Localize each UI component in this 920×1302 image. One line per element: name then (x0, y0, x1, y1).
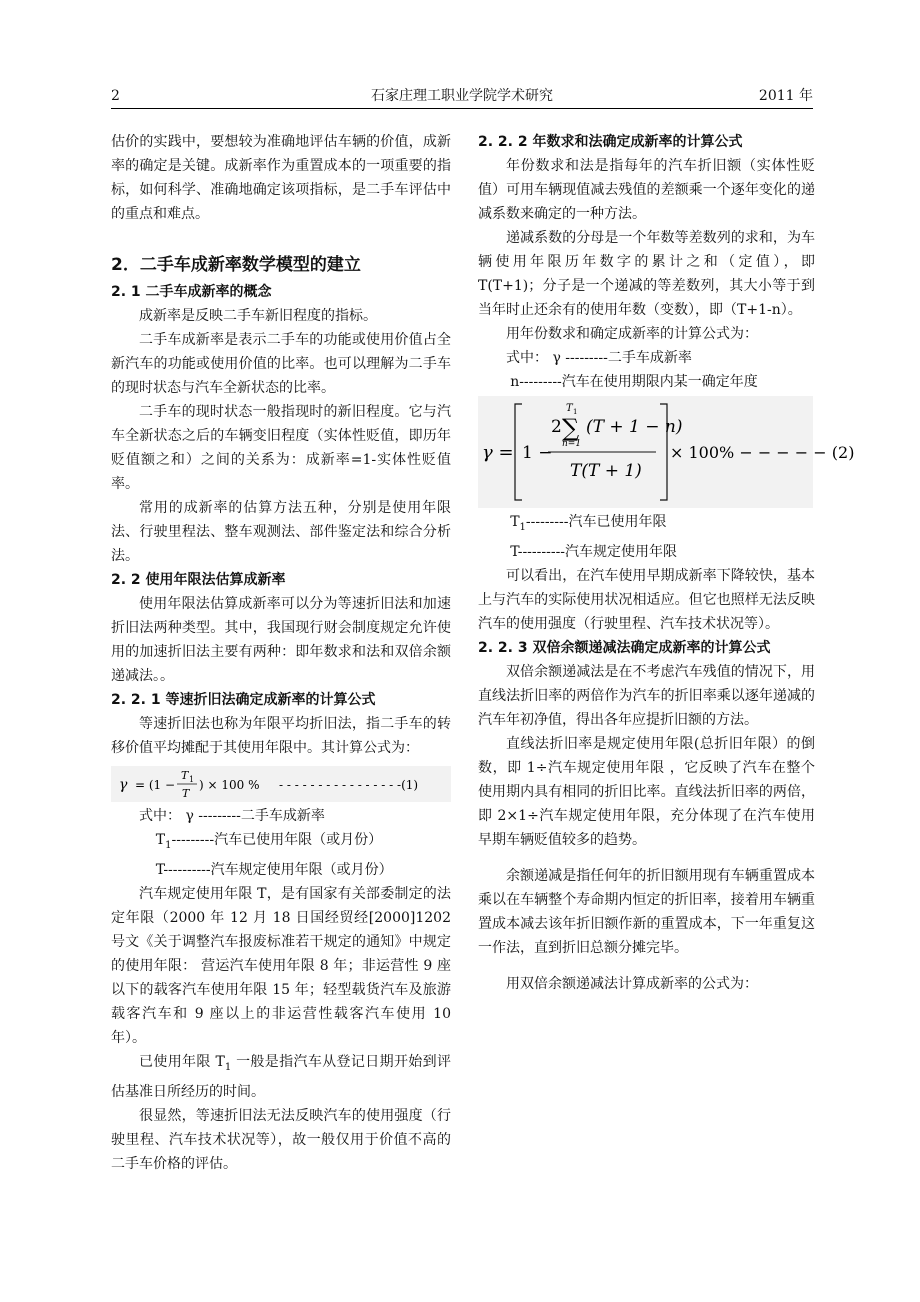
formula-2-sigma-lower: n=1 (562, 439, 582, 449)
formula-1-dashes: - - - - - - - - - - - - - - - -(1) (279, 778, 419, 792)
running-header (111, 86, 813, 109)
definition-t: T----------汽车规定使用年限（或月份） (155, 861, 393, 878)
section-2-2-2-heading: 2. 2. 2 年数求和法确定成新率的计算公式 (478, 134, 743, 150)
section-2-2-3-heading: 2. 2. 3 双倍余额递减法确定成新率的计算公式 (478, 639, 771, 656)
formula-1-graphic (111, 766, 451, 802)
formula-1-denominator: T (182, 787, 190, 800)
definition-t1: $T_1---------$汽车已使用年限（或月份） (155, 832, 383, 851)
paragraph: 用年份数求和确定成新率的计算公式为： (506, 326, 758, 342)
formula-2-one-minus: 1 − (522, 443, 553, 463)
definition-t-2: T----------汽车规定使用年限 (510, 543, 678, 560)
paragraph: 可以看出，在汽车使用早期成新率下降较快，基本上与汽车的实际使用状况相适应。但它也照样无法反映汽车的使用强度（行驶里程、汽车技术状况等）。 (478, 567, 815, 632)
header-year: 2011 年 (758, 88, 813, 104)
formula-2-sigma: ∑ (562, 414, 580, 442)
paragraph: 很显然，等速折旧法无法反映汽车的使用强度（行驶里程、汽车技术状况等），故一般仅用于价值不高的二手车价格的评估。 (111, 1107, 451, 1172)
formula-2-tail: × 100% − − − − − (2) (670, 443, 855, 462)
paragraph: 使用年限法估算成新率可以分为等速折旧法和加速折旧法两种类型。其中，我国现行财会制度规定允许使用的加速折旧法主要有两种：即年数求和法和双倍余额递减法。。 (111, 596, 451, 684)
paragraph: 年份数求和法是指每年的汽车折旧额（实体性贬值）可用车辆现值减去残值的差额乘一个逐年变化的递减系数来确定的一种方法。 (478, 158, 815, 222)
paragraph: 用双倍余额递减法计算成新率的公式为： (506, 975, 758, 992)
definition-t1-2: $T_1---------$汽车已使用年限 (510, 514, 667, 533)
formula-2-sigma-upper: T (566, 403, 573, 414)
section-2-1-heading: 2. 1 二手车成新率的概念 (111, 284, 272, 300)
page-number: 2 (111, 88, 120, 104)
journal-title: 石家庄理工职业学院学术研究 (371, 88, 553, 104)
formula-2-gamma: γ = (482, 442, 514, 463)
formula-2-graphic (478, 396, 855, 508)
paragraph: 汽车规定使用年限 T，是有国家有关部委制定的法定年限（2000 年 12 月 18 日国经贸经[2000]1202 号文《关于调整汽车报废标准若干规定的通知》中规定的使用年限： 营运汽车使用年限 8 年；非运营性 9 座以下的载客汽车使用年限 15 年；轻型载货汽车及旅游载客汽车和 9 座以上的非运营性载客汽车使用 10 年）。 (111, 885, 451, 1046)
formula-2-denominator: T(T + 1) (570, 461, 642, 481)
formula-1-numerator: T (181, 769, 189, 782)
formula-1-gamma: γ (119, 777, 128, 793)
formula-1-prefix: = (1 − (135, 778, 176, 792)
formula-1-tail: ) × 100 % (199, 778, 260, 792)
left-column (111, 130, 451, 1176)
section-2-2-heading: 2. 2 使用年限法估算成新率 (111, 572, 286, 588)
paragraph: 直线法折旧率是规定使用年限(总折旧年限）的倒数，即 1÷汽车规定使用年限 ，它反映了汽车在整个使用期内具有相同的折旧比率。直线法折旧率的两倍，即 2×1÷汽车规定使用年限，充分体现了在汽车使用早期车辆贬值较多的趋势。 (478, 735, 815, 848)
paragraph: 二手车的现时状态一般指现时的新旧程度。它与汽车全新状态之后的车辆变旧程度（实体性贬值，即历年贬值额之和）之间的关系为：成新率=1-实体性贬值率。 (111, 404, 451, 492)
paragraph: 已使用年限 $T_1$ 一般是指汽车从登记日期开始到评估基准日所经历的时间。 (111, 1053, 451, 1100)
formula-2-coefficient: 2 (551, 417, 562, 437)
intro-paragraph: 估价的实践中，要想较为准确地评估车辆的价值，成新率的确定是关键。成新率作为重置成本的一项重要的指标，如何科学、准确地确定该项指标，是二手车评估中的重点和难点。 (111, 134, 451, 222)
definition-gamma: 式中： γ ---------二手车成新率 (139, 808, 325, 824)
section-2-2-1-heading: 2. 2. 1 等速折旧法确定成新率的计算公式 (111, 692, 376, 708)
formula-1 (111, 766, 451, 802)
paragraph: 常用的成新率的估算方法五种，分别是使用年限法、行驶里程法、整车观测法、部件鉴定法和综合分析法。 (111, 500, 451, 564)
section-2-heading: 2．二手车成新率数学模型的建立 (111, 255, 361, 275)
right-column (478, 130, 855, 996)
formula-2 (478, 396, 855, 508)
paragraph: 双倍余额递减法是在不考虑汽车残值的情况下，用直线法折旧率的两倍作为汽车的折旧率乘以逐年递减的汽车年初净值，得出各年应提折旧额的方法。 (478, 663, 815, 728)
paragraph: 等速折旧法也称为年限平均折旧法，指二手车的转移价值平均摊配于其使用年限中。其计算公式为： (111, 716, 451, 756)
definition-n: n---------汽车在使用期限内某一确定年度 (510, 374, 758, 390)
formula-2-left-bracket (515, 404, 522, 500)
paragraph: 成新率是反映二手车新旧程度的指标。 (139, 308, 377, 324)
formula-2-numerator: (T + 1 − n) (586, 417, 683, 437)
formula-1-numerator-sub: 1 (189, 775, 195, 784)
definition-gamma-2: 式中： γ ---------二手车成新率 (506, 350, 692, 366)
formula-2-sigma-upper-sub: 1 (573, 408, 578, 416)
paragraph: 余额递减是指任何年的折旧额用现有车辆重置成本乘以在车辆整个寿命期内恒定的折旧率，接着用车辆重置成本减去该年折旧额作新的重置成本，下一年重复这一作法，直到折旧总额分摊完毕。 (478, 867, 815, 956)
paragraph: 二手车成新率是表示二手车的功能或使用价值占全新汽车的功能或使用价值的比率。也可以理解为二手车的现时状态与汽车全新状态的比率。 (111, 332, 451, 396)
paragraph: 递减系数的分母是一个年数等差数列的求和，为车辆使用年限历年数字的累计之和（定值），即 T(T+1)；分子是一个递减的等差数列，其大小等于到当年时止还余有的使用年数（变数），即（T+1-n）。 (478, 230, 815, 318)
